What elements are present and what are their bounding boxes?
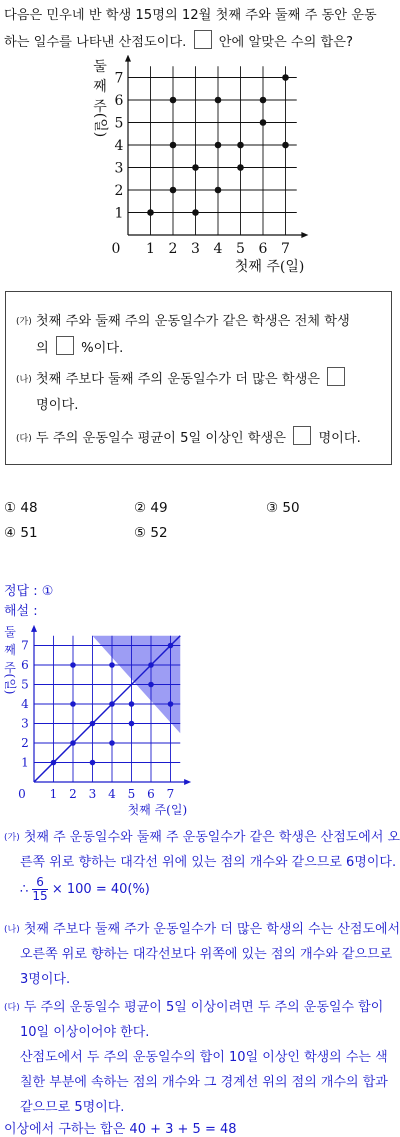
- data-point: [70, 701, 76, 707]
- solution-ga-line2: 른쪽 위로 향하는 대각선 위에 있는 점의 개수와 같으므로 6명이다.: [20, 855, 397, 870]
- data-point: [168, 701, 174, 707]
- question-line-1: 다음은 민우네 반 학생 15명의 12월 첫째 주와 둘째 주 동안 운동: [4, 8, 377, 23]
- origin-label: 0: [18, 787, 26, 801]
- data-point: [192, 209, 199, 216]
- data-point: [70, 740, 76, 746]
- data-point: [237, 164, 244, 171]
- condition-na-text: 첫째 주보다 둘째 주의 운동일수가 더 많은 학생은: [35, 372, 321, 387]
- solution-ga-line1: [4, 826, 400, 845]
- x-tick-label: 7: [166, 787, 175, 801]
- solution-na-line2: 오른쪽 위로 향하는 대각선보다 위쪽에 있는 점의 개수와 같으므로: [20, 947, 393, 962]
- condition-da-text-suffix: 명이다.: [318, 431, 361, 446]
- solution-da-mark: (다): [4, 1003, 20, 1013]
- solution-ga-mark: (가): [4, 833, 20, 843]
- question-line-2: [4, 30, 353, 50]
- y-tick-label: 5: [21, 677, 29, 692]
- condition-da-text: 두 주의 운동일수 평균이 5일 이상인 학생은: [35, 431, 287, 446]
- x-axis-arrow: [184, 779, 191, 785]
- data-point: [148, 662, 154, 668]
- x-tick-label: 5: [127, 787, 136, 801]
- data-point: [90, 721, 96, 727]
- solution-ga-calc: [20, 876, 150, 903]
- condition-ga-text-suffix: %이다.: [81, 341, 124, 356]
- y-axis-label-char: 주: [4, 661, 16, 675]
- condition-ga-line1: [16, 310, 350, 329]
- choice-5[interactable]: ⑤ 52: [134, 525, 168, 541]
- x-tick-label: 2: [69, 787, 77, 801]
- scatter-chart-question: [84, 55, 314, 285]
- x-tick-label: 4: [108, 787, 116, 801]
- choice-3[interactable]: ③ 50: [266, 500, 300, 516]
- calc-result: × 100 = 40(%): [51, 882, 150, 897]
- solution-da-line4: 칠한 부분에 속하는 점의 개수와 그 경계선 위의 점의 개수의 합과: [20, 1075, 388, 1090]
- data-point: [237, 142, 244, 149]
- data-point: [70, 662, 76, 668]
- condition-ga-text: 첫째 주와 둘째 주의 운동일수가 같은 학생은 전체 학생: [35, 314, 350, 329]
- data-point: [282, 142, 289, 149]
- y-tick-label: 4: [114, 137, 124, 154]
- condition-da-line: [16, 426, 361, 446]
- fraction-denominator: 15: [32, 889, 48, 903]
- y-tick-label: 3: [21, 716, 29, 731]
- solution-na-text1: 첫째 주보다 둘째 주가 운동일수가 더 많은 학생의 수는 산점도에서: [23, 922, 400, 937]
- answer-blank-box: [194, 30, 212, 49]
- blank-box-da: [293, 426, 311, 445]
- data-point: [215, 142, 222, 149]
- data-point: [192, 164, 199, 171]
- y-tick-label: 5: [114, 115, 124, 132]
- y-tick-label: 7: [114, 70, 124, 87]
- question-text: 하는 일수를 나타낸 산점도이다.: [4, 35, 187, 50]
- solution-da-line2: 10일 이상이어야 한다.: [20, 1025, 150, 1040]
- choice-1[interactable]: ① 48: [4, 500, 38, 516]
- data-point: [109, 740, 115, 746]
- data-point: [109, 701, 115, 707]
- solution-da-text1: 두 주의 운동일수 평균이 5일 이상이려면 두 주의 운동일수 합이: [23, 1000, 384, 1015]
- data-point: [147, 209, 154, 216]
- x-tick-label: 1: [49, 787, 58, 801]
- data-point: [260, 119, 267, 126]
- y-axis-label-char: 째: [4, 643, 16, 657]
- y-tick-label: 7: [21, 638, 29, 653]
- y-tick-label: 1: [21, 755, 29, 770]
- y-axis-label-char: 둘: [93, 59, 107, 75]
- solution-na-line1: [4, 918, 400, 937]
- data-point: [129, 701, 135, 707]
- x-tick-label: 5: [236, 241, 245, 257]
- conditions-box: [5, 291, 392, 465]
- choice-4[interactable]: ④ 51: [4, 525, 38, 541]
- data-point: [168, 643, 174, 649]
- data-point: [170, 142, 177, 149]
- y-axis-label-paren: (일): [92, 112, 108, 138]
- x-tick-label: 6: [147, 787, 155, 801]
- data-point: [260, 97, 267, 104]
- question-text-tail: 안에 알맞은 수의 합은?: [218, 35, 354, 50]
- condition-na-mark: (나): [16, 375, 32, 385]
- choice-2[interactable]: ② 49: [134, 500, 168, 516]
- condition-ga-mark: (가): [16, 317, 32, 327]
- condition-na-line2: 명이다.: [36, 398, 79, 413]
- x-tick-label: 1: [146, 241, 155, 257]
- y-tick-label: 1: [114, 205, 124, 222]
- y-axis-arrow: [125, 55, 131, 62]
- x-axis-arrow: [301, 232, 308, 238]
- y-tick-label: 6: [21, 658, 29, 673]
- y-tick-label: 3: [114, 160, 124, 177]
- x-tick-label: 3: [191, 241, 200, 257]
- therefore-symbol: ∴: [20, 882, 29, 897]
- answer-label: 정답 : ①: [4, 584, 54, 599]
- solution-na-mark: (나): [4, 925, 20, 935]
- data-point: [215, 187, 222, 194]
- condition-ga-line2: [36, 336, 123, 356]
- data-point: [282, 74, 289, 81]
- data-point: [170, 97, 177, 104]
- x-axis-label: 첫째 주(일): [127, 803, 188, 816]
- y-tick-label: 6: [114, 92, 124, 109]
- data-point: [109, 662, 115, 668]
- data-point: [129, 721, 135, 727]
- y-tick-label: 4: [21, 697, 29, 712]
- solution-ga-text1: 첫째 주 운동일수와 둘째 주 운동일수가 같은 학생은 산점도에서 오: [23, 830, 400, 845]
- condition-da-mark: (다): [16, 434, 32, 444]
- x-tick-label: 4: [213, 241, 223, 257]
- solution-da-line3: 산점도에서 두 주의 운동일수의 합이 10일 이상인 학생의 수는 색: [20, 1050, 388, 1065]
- data-point: [215, 97, 222, 104]
- origin-label: 0: [111, 241, 121, 257]
- data-point: [170, 187, 177, 194]
- x-tick-label: 7: [281, 241, 290, 257]
- condition-ga-text-prefix: 의: [36, 341, 49, 356]
- blank-box-ga: [56, 336, 74, 355]
- condition-na-line1: [16, 367, 348, 387]
- fraction: [32, 876, 47, 903]
- x-tick-label: 6: [258, 241, 268, 257]
- data-point: [51, 760, 57, 766]
- y-axis-label-paren: (일): [3, 673, 17, 695]
- y-axis-label-char: 째: [93, 79, 107, 95]
- x-tick-label: 3: [88, 787, 97, 801]
- x-axis-label: 첫째 주(일): [234, 259, 305, 275]
- solution-da-line1: [4, 996, 383, 1015]
- explanation-label: 해설 :: [4, 604, 38, 619]
- y-axis-label-char: 주: [93, 99, 107, 115]
- blank-box-na: [327, 367, 345, 386]
- solution-da-line5: 같으므로 5명이다.: [20, 1100, 125, 1115]
- scatter-chart-solution: [0, 618, 200, 816]
- x-tick-label: 2: [168, 241, 178, 257]
- fraction-numerator: 6: [32, 876, 47, 890]
- y-tick-label: 2: [21, 736, 29, 751]
- solution-na-line3: 3명이다.: [20, 972, 71, 987]
- y-axis-arrow: [31, 625, 37, 632]
- data-point: [90, 760, 96, 766]
- y-axis-label-char: 둘: [4, 625, 16, 639]
- solution-final: 이상에서 구하는 합은 40 + 3 + 5 = 48: [4, 1122, 237, 1137]
- data-point: [148, 682, 154, 688]
- y-tick-label: 2: [114, 182, 124, 199]
